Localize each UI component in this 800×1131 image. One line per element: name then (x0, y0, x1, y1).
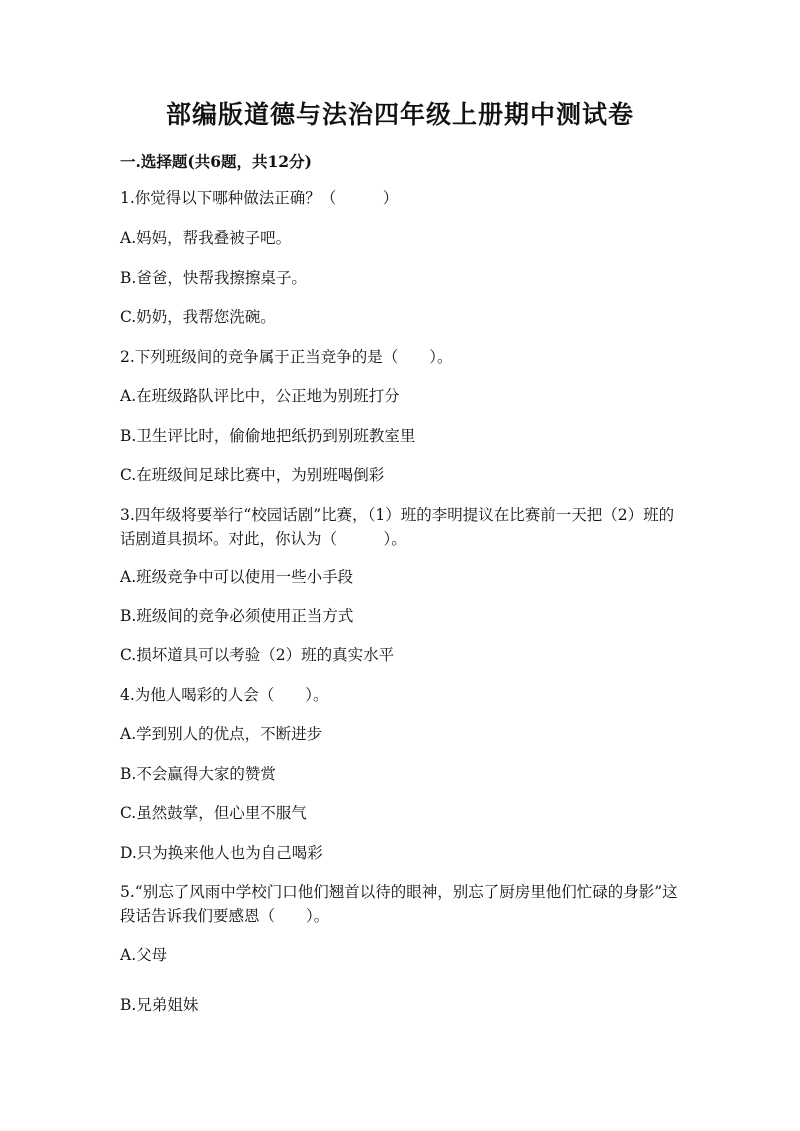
question-2-option-a: A.在班级路队评比中，公正地为别班打分 (120, 387, 400, 405)
question-4-stem: 4.为他人喝彩的人会（ ）。 (120, 686, 329, 704)
question-1-option-b: B.爸爸，快帮我擦擦桌子。 (120, 269, 307, 287)
question-3-stem: 3.四年级将要举行“校园话剧”比赛，（1）班的李明提议在比赛前一天把（2）班的话剧道具损坏。对此，你认为（ ）。 (120, 506, 675, 548)
question-4-option-a: A.学到别人的优点，不断进步 (120, 725, 323, 743)
question-1-stem: 1.你觉得以下哪种做法正确？（ ） (120, 189, 399, 207)
question-5-option-a: A.父母 (120, 946, 168, 964)
question-4-option-c: C.虽然鼓掌，但心里不服气 (120, 804, 307, 822)
question-5-stem: 5.“别忘了风雨中学校门口他们翘首以待的眼神，别忘了厨房里他们忙碌的身影”这段话告诉我们要感恩（ ）。 (120, 883, 678, 925)
question-2-option-c: C.在班级间足球比赛中，为别班喝倒彩 (120, 466, 385, 484)
section-heading: 一.选择题(共6题，共12分) (120, 152, 312, 171)
page-title: 部编版道德与法治四年级上册期中测试卷 (165, 100, 634, 129)
question-5-option-b: B.兄弟姐妹 (120, 996, 199, 1014)
question-2-option-b: B.卫生评比时，偷偷地把纸扔到别班教室里 (120, 427, 416, 445)
question-2-stem: 2.下列班级间的竞争属于正当竞争的是（ ）。 (120, 348, 453, 366)
question-3-option-c: C.损坏道具可以考验（2）班的真实水平 (120, 646, 395, 664)
question-3-option-b: B.班级间的竞争必须使用正当方式 (120, 607, 354, 625)
question-3-option-a: A.班级竞争中可以使用一些小手段 (120, 568, 354, 586)
question-4-option-d: D.只为换来他人也为自己喝彩 (120, 844, 323, 862)
question-1-option-c: C.奶奶，我帮您洗碗。 (120, 308, 276, 326)
question-1-option-a: A.妈妈，帮我叠被子吧。 (120, 229, 292, 247)
question-4-option-b: B.不会赢得大家的赞赏 (120, 765, 276, 783)
